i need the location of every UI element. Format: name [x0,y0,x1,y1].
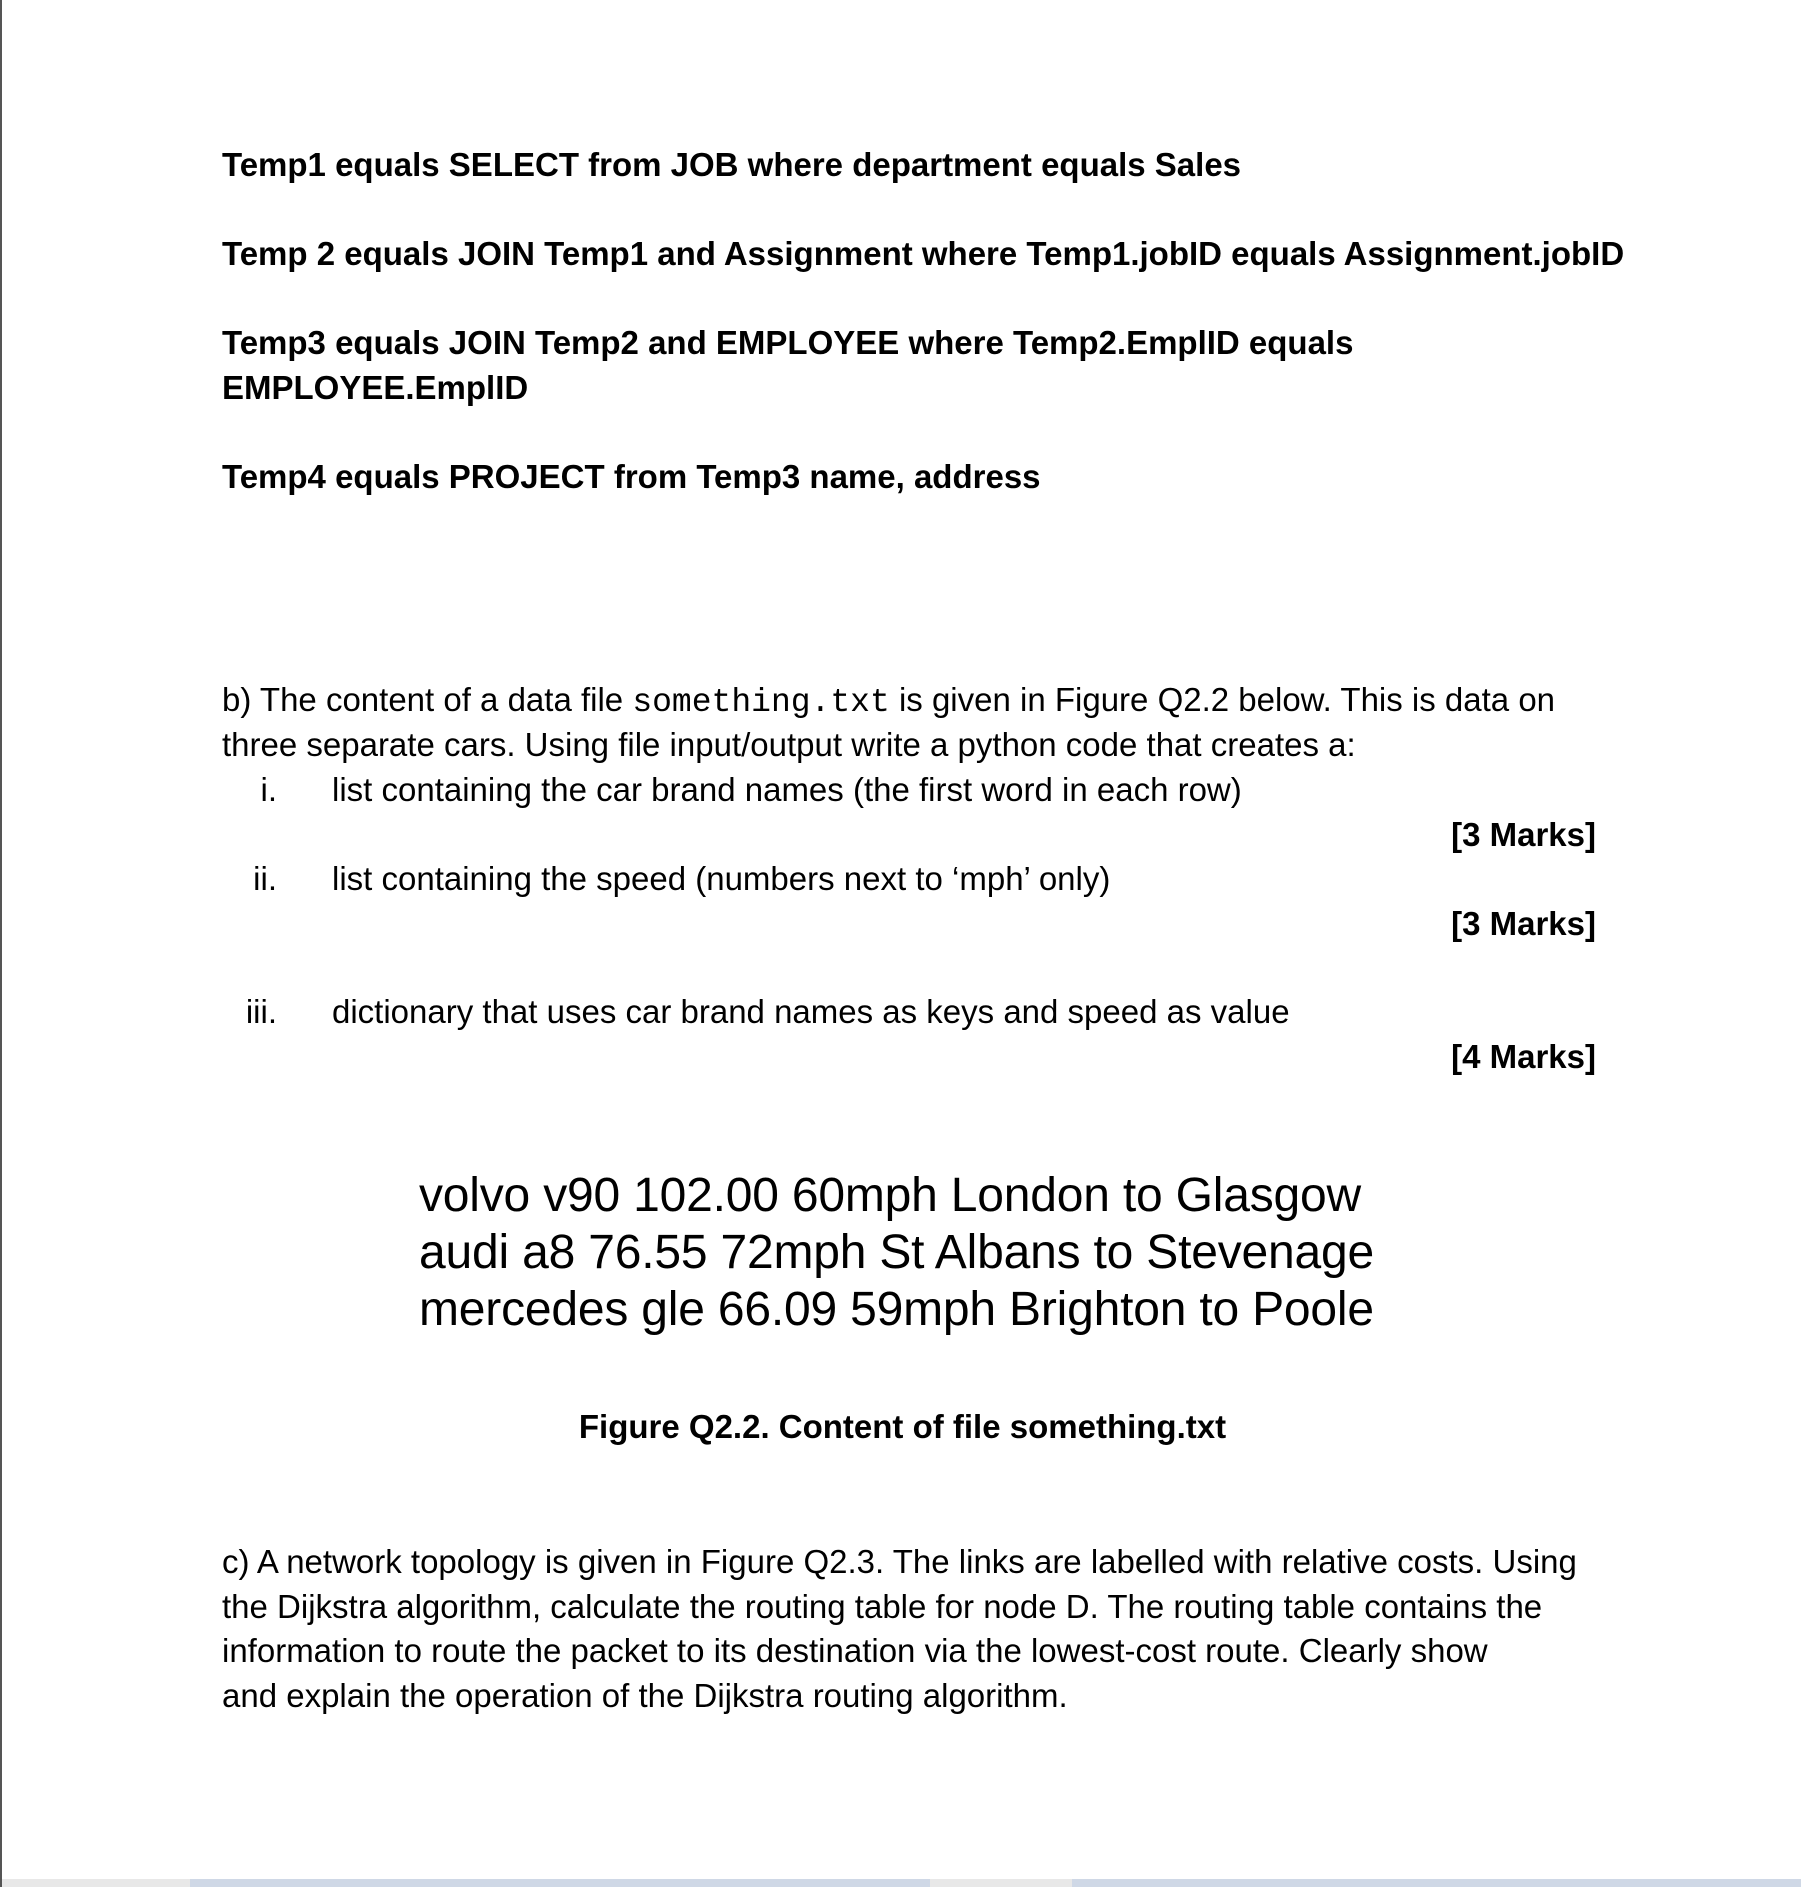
item-ii-text: list containing the speed (numbers next to ‘mph’ only) [332,860,1111,897]
temp1-line: Temp1 equals SELECT from JOB where department equals Sales [222,146,1242,183]
part-c-line-4: and explain the operation of the Dijkstra routing algorithm. [222,1677,1068,1714]
figure-caption: Figure Q2.2. Content of file something.txt [578,1408,1227,1445]
part-b-intro-prefix: b) The content of a data file [222,681,633,718]
part-b-intro-line-2: three separate cars. Using file input/output write a python code that creates a: [222,726,1356,763]
filename-code: something.txt [632,684,890,721]
item-ii-marks: [3 Marks] [1451,905,1596,942]
temp3-line-2: EMPLOYEE.EmplID [222,369,529,406]
file-line-3: mercedes gle 66.09 59mph Brighton to Poole [419,1283,1374,1336]
temp4-line: Temp4 equals PROJECT from Temp3 name, address [222,458,1041,495]
bottom-scroll-strip [2,1879,1801,1887]
item-i-number: i. [260,771,277,808]
item-i-marks: [3 Marks] [1451,816,1596,853]
part-b-intro-line-1 [222,681,1555,722]
temp2-line: Temp 2 equals JOIN Temp1 and Assignment where Temp1.jobID equals Assignment.jobID [222,235,1625,272]
item-i-text: list containing the car brand names (the first word in each row) [332,771,1242,808]
part-c-line-2: the Dijkstra algorithm, calculate the routing table for node D. The routing table contains the [222,1588,1543,1625]
item-iii-marks: [4 Marks] [1451,1038,1596,1075]
part-c-line-3: information to route the packet to its destination via the lowest-cost route. Clearly show [222,1632,1488,1669]
part-c-line-1: c) A network topology is given in Figure Q2.3. The links are labelled with relative costs. Using [222,1543,1577,1580]
file-line-1: volvo v90 102.00 60mph London to Glasgow [419,1169,1361,1222]
item-iii-text: dictionary that uses car brand names as keys and speed as value [332,993,1290,1030]
strip-segment [2,1879,190,1887]
item-ii-number: ii. [253,860,277,897]
item-iii-number: iii. [245,993,277,1030]
temp3-line-1: Temp3 equals JOIN Temp2 and EMPLOYEE where Temp2.EmplID equals [222,324,1354,361]
file-line-2: audi a8 76.55 72mph St Albans to Stevenage [419,1226,1374,1279]
part-b-intro-suffix: is given in Figure Q2.2 below. This is data on [889,681,1556,718]
strip-segment [930,1879,1072,1887]
